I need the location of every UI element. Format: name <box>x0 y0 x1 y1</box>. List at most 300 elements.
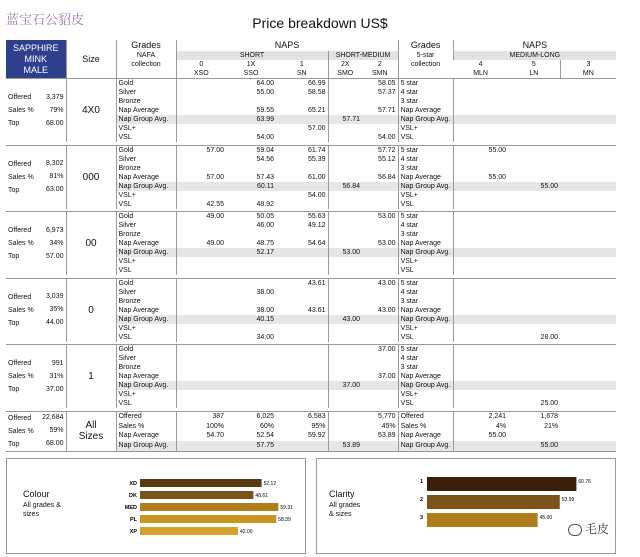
price-cell <box>176 306 226 315</box>
stat-value-sales: 31% <box>49 372 64 380</box>
price-cell: 65.21 <box>307 107 326 114</box>
star-label: Nap Average <box>398 239 453 248</box>
col-name: XSO <box>193 70 209 77</box>
price-cell <box>176 88 226 97</box>
price-cell <box>453 363 508 372</box>
price-cell <box>328 133 362 142</box>
star-label: Nap Average <box>398 106 453 115</box>
price-cell <box>362 266 398 275</box>
size-value: 4X0 <box>66 79 116 143</box>
price-cell: 43.00 <box>362 278 398 288</box>
price-cell <box>560 115 616 124</box>
stat-label: Offered <box>8 414 32 422</box>
col-name: SSO <box>243 70 259 77</box>
price-cell <box>560 324 616 333</box>
price-cell <box>328 200 362 209</box>
star-label: Nap Group Avg. <box>398 441 453 451</box>
grade-label: VSL+ <box>116 324 176 333</box>
price-cell <box>508 431 560 441</box>
colour-bar-chart <box>107 469 297 549</box>
price-cell: 57.37 <box>378 89 396 96</box>
size-value: 1 <box>66 345 116 409</box>
grade-label: Nap Average <box>116 106 176 115</box>
price-cell <box>328 278 362 288</box>
price-cell <box>508 345 560 355</box>
price-cell <box>328 124 362 133</box>
price-cell: 59.04 <box>226 145 276 155</box>
clarity-panel-title: Clarity <box>329 489 355 499</box>
star-label: Nap Average <box>398 431 453 441</box>
block-stats <box>6 79 66 143</box>
price-cell <box>176 191 226 200</box>
colour-value-label: 42.00 <box>240 529 253 535</box>
price-cell <box>362 288 398 297</box>
grade-label: VSL+ <box>116 257 176 266</box>
price-cell <box>176 248 226 257</box>
col-name: SN <box>296 70 307 77</box>
price-cell <box>508 230 560 239</box>
price-cell: 95% <box>311 422 326 430</box>
grade-label: Bronze <box>116 230 176 239</box>
colour-category-label: DK <box>129 493 137 499</box>
table-row <box>6 345 616 355</box>
price-cell <box>453 182 508 191</box>
price-cell: 61.00 <box>307 173 326 181</box>
price-cell <box>176 345 226 355</box>
price-cell <box>176 363 226 372</box>
stat-value-offered: 3,039 <box>45 293 64 300</box>
price-cell <box>362 257 398 266</box>
size-header: Size <box>66 40 116 79</box>
colour-value-label: 48.61 <box>255 493 268 499</box>
price-cell <box>176 315 226 324</box>
col-code: 4 <box>478 61 483 68</box>
price-cell <box>508 306 560 315</box>
price-cell <box>328 88 362 97</box>
price-cell: 4% <box>453 421 508 431</box>
price-cell <box>328 164 362 173</box>
grade-label: Silver <box>116 288 176 297</box>
price-cell <box>508 315 560 324</box>
price-cell: 53.00 <box>328 248 362 257</box>
price-cell <box>508 212 560 222</box>
price-cell <box>226 164 276 173</box>
stat-label: Sales % <box>8 173 34 181</box>
star-label: 4 star <box>398 354 453 363</box>
grade-label: VSL <box>116 399 176 408</box>
clarity-category-label: 1 <box>419 479 423 485</box>
price-cell <box>560 354 616 363</box>
price-cell <box>276 164 328 173</box>
price-cell <box>362 333 398 342</box>
price-breakdown-table <box>6 40 617 452</box>
price-cell <box>176 390 226 399</box>
price-cell: 56.84 <box>378 173 396 181</box>
price-cell: 50.05 <box>226 212 276 222</box>
price-cell <box>176 333 226 342</box>
size-value: 00 <box>66 212 116 276</box>
price-cell <box>362 221 398 230</box>
price-cell <box>560 133 616 142</box>
price-cell <box>362 315 398 324</box>
grade-label: VSL <box>116 200 176 209</box>
grade-label: VSL <box>116 333 176 342</box>
price-cell <box>176 278 226 288</box>
stat-label: Offered <box>8 360 32 367</box>
table-row <box>6 411 616 421</box>
price-cell <box>453 97 508 106</box>
star-label: 3 star <box>398 97 453 106</box>
price-cell <box>560 257 616 266</box>
star-label: 3 star <box>398 230 453 239</box>
price-cell: 54.64 <box>307 240 326 247</box>
col-name: SMN <box>372 70 388 77</box>
price-cell <box>560 212 616 222</box>
price-cell: 60.11 <box>226 182 276 191</box>
price-cell <box>328 191 362 200</box>
stat-value-sales: 81% <box>49 173 64 180</box>
price-cell <box>362 164 398 173</box>
price-cell: 48.92 <box>256 200 275 208</box>
stat-value-offered: 8,302 <box>45 160 64 167</box>
star-label: VSL+ <box>398 257 453 266</box>
price-cell <box>276 248 328 257</box>
star-label: VSL <box>398 200 453 209</box>
price-cell <box>453 133 508 142</box>
price-cell <box>328 266 362 275</box>
price-cell: 53.89 <box>328 441 362 451</box>
price-cell <box>362 124 398 133</box>
price-cell: 38.00 <box>256 288 275 296</box>
price-cell <box>508 288 560 297</box>
block-stats <box>6 145 66 209</box>
price-cell <box>176 266 226 275</box>
grade-label: Silver <box>116 88 176 97</box>
price-cell <box>508 191 560 200</box>
price-cell: 56.84 <box>328 182 362 191</box>
watermark: 蓝宝石公貂皮 <box>6 13 85 28</box>
stat-value-top: 63.00 <box>45 186 64 193</box>
price-cell: 55.00 <box>508 182 560 191</box>
price-cell <box>328 145 362 155</box>
price-cell <box>362 115 398 124</box>
price-cell <box>560 390 616 399</box>
size-value: All Sizes <box>66 411 116 451</box>
price-cell: 57.72 <box>362 145 398 155</box>
price-cell <box>560 182 616 191</box>
col-name: SMO <box>337 70 354 77</box>
price-cell <box>560 278 616 288</box>
price-cell <box>560 145 616 155</box>
stat-value-sales: 59% <box>49 427 64 434</box>
star-label: 4 star <box>398 88 453 97</box>
price-cell <box>453 288 508 297</box>
price-cell <box>508 221 560 230</box>
price-cell: 52.54 <box>256 432 275 440</box>
price-cell <box>226 372 276 381</box>
price-cell: 55.63 <box>276 212 328 222</box>
price-cell: 58.58 <box>307 89 326 96</box>
stat-label: Top <box>8 319 20 327</box>
star-label: 5 star <box>398 212 453 222</box>
col-header-sso <box>226 60 276 79</box>
price-cell <box>560 173 616 182</box>
col-name: MLN <box>473 70 488 77</box>
price-cell <box>226 390 276 399</box>
price-cell <box>453 230 508 239</box>
price-cell <box>362 354 398 363</box>
naps2-header: NAPS <box>453 40 616 51</box>
price-cell <box>176 164 226 173</box>
grade-label: Bronze <box>116 363 176 372</box>
price-cell: 57.00 <box>176 173 226 182</box>
price-cell <box>276 133 328 142</box>
price-cell <box>328 239 362 248</box>
price-cell <box>176 115 226 124</box>
price-cell <box>276 390 328 399</box>
price-cell <box>560 306 616 315</box>
grade-label: Nap Average <box>116 306 176 315</box>
grade-label: Nap Group Avg. <box>116 115 176 124</box>
price-cell <box>276 354 328 363</box>
price-cell <box>226 324 276 333</box>
colour-value-label: 58.39 <box>278 517 291 523</box>
price-cell <box>560 333 616 342</box>
star-label: VSL+ <box>398 390 453 399</box>
price-cell <box>226 97 276 106</box>
price-cell <box>508 145 560 155</box>
price-cell <box>560 288 616 297</box>
price-cell <box>328 212 362 222</box>
price-cell <box>453 266 508 275</box>
grade-label: Gold <box>116 145 176 155</box>
col-header-mln <box>453 60 508 79</box>
block-stats <box>6 411 66 451</box>
price-cell: 5,770 <box>362 411 398 421</box>
colour-bar <box>140 479 262 487</box>
price-cell <box>276 333 328 342</box>
price-cell <box>560 106 616 115</box>
price-cell: 55.00 <box>508 441 560 451</box>
price-cell <box>560 164 616 173</box>
price-cell <box>176 354 226 363</box>
price-cell: 55.00 <box>256 89 275 96</box>
grade-label: Nap Group Avg. <box>116 248 176 257</box>
price-cell <box>508 363 560 372</box>
price-cell <box>453 390 508 399</box>
price-cell: 53.00 <box>378 240 396 247</box>
price-cell: 48.75 <box>256 240 275 247</box>
price-cell <box>176 133 226 142</box>
grade-label: Nap Average <box>116 173 176 182</box>
price-cell: 54.00 <box>378 134 396 141</box>
grade-label: Gold <box>116 278 176 288</box>
price-cell <box>560 381 616 390</box>
price-cell <box>560 221 616 230</box>
wechat-icon <box>568 524 582 536</box>
price-cell <box>276 441 328 451</box>
price-cell <box>328 354 362 363</box>
price-cell <box>276 324 328 333</box>
price-cell: 57.00 <box>307 125 326 132</box>
price-cell <box>226 345 276 355</box>
price-cell: 28.00 <box>540 333 559 341</box>
price-cell <box>226 266 276 275</box>
clarity-panel <box>316 458 616 554</box>
price-cell: 49.00 <box>176 239 226 248</box>
table-row <box>6 79 616 89</box>
star-label: 5 star <box>398 79 453 89</box>
page-title: Price breakdown US$ <box>252 15 388 31</box>
price-cell <box>176 288 226 297</box>
price-cell: 57.71 <box>378 107 396 114</box>
price-cell <box>328 345 362 355</box>
stat-label: Sales % <box>8 240 34 247</box>
five-star-collection-label: 5-star collection <box>398 51 453 79</box>
price-cell <box>276 297 328 306</box>
price-cell <box>176 155 226 164</box>
stat-value-top: 68.00 <box>45 119 64 127</box>
price-cell: 59.55 <box>256 107 275 114</box>
price-cell: 55.00 <box>453 173 508 182</box>
price-cell <box>176 381 226 390</box>
col-header-smo <box>328 60 362 79</box>
price-cell <box>453 155 508 164</box>
price-cell <box>508 164 560 173</box>
stat-value-offered: 991 <box>51 359 64 367</box>
price-cell <box>176 79 226 89</box>
short-medium-band: SHORT-MEDIUM <box>328 51 398 60</box>
col-header-ln <box>508 60 560 79</box>
price-cell: 42.55 <box>176 200 226 209</box>
price-cell <box>560 441 616 451</box>
price-cell <box>453 248 508 257</box>
stat-value-sales: 79% <box>49 106 64 114</box>
price-cell <box>328 297 362 306</box>
grade-label: Nap Group Avg. <box>116 182 176 191</box>
stat-value-sales: 34% <box>49 239 64 247</box>
col-header-xso <box>176 60 226 79</box>
price-cell <box>508 390 560 399</box>
star-label: 4 star <box>398 155 453 164</box>
price-cell <box>276 97 328 106</box>
price-cell <box>226 257 276 266</box>
price-cell <box>560 97 616 106</box>
price-cell <box>328 257 362 266</box>
grade-label: Nap Group Avg. <box>116 441 176 451</box>
stat-value-top: 44.00 <box>45 319 64 326</box>
col-code: 3 <box>586 61 591 68</box>
col-header-mn <box>560 60 616 79</box>
stat-value-top: 68.00 <box>45 440 64 447</box>
price-cell <box>508 324 560 333</box>
price-cell <box>453 372 508 381</box>
price-cell <box>508 88 560 97</box>
table-label: SAPPHIRE MINK MALE <box>6 40 66 79</box>
star-label: VSL <box>398 133 453 142</box>
price-cell <box>276 182 328 191</box>
price-cell <box>453 164 508 173</box>
price-cell <box>362 182 398 191</box>
star-label: Nap Average <box>398 372 453 381</box>
size-value: 000 <box>66 145 116 209</box>
grade-label: Nap Group Avg. <box>116 381 176 390</box>
price-cell <box>176 399 226 408</box>
stat-value-top: 57.00 <box>45 252 64 260</box>
price-cell <box>508 106 560 115</box>
price-cell <box>328 411 362 421</box>
price-cell <box>453 106 508 115</box>
price-cell <box>453 221 508 230</box>
price-cell: 55.12 <box>378 155 396 163</box>
grade-label: Bronze <box>116 297 176 306</box>
price-cell <box>453 124 508 133</box>
stat-label: Offered <box>8 293 32 301</box>
price-cell <box>508 381 560 390</box>
price-cell <box>176 441 226 451</box>
price-cell: 66.99 <box>276 79 328 89</box>
star-label: 4 star <box>398 221 453 230</box>
price-cell <box>453 381 508 390</box>
grade-label: Nap Average <box>116 431 176 441</box>
price-cell <box>226 399 276 408</box>
price-cell <box>453 324 508 333</box>
price-cell: 57.00 <box>176 145 226 155</box>
price-cell <box>276 200 328 209</box>
star-label: Nap Average <box>398 306 453 315</box>
stat-label: Top <box>8 186 20 194</box>
price-cell <box>362 297 398 306</box>
price-cell <box>453 354 508 363</box>
grade-label: Bronze <box>116 164 176 173</box>
price-cell <box>560 155 616 164</box>
stat-label: Top <box>8 440 20 448</box>
price-cell <box>560 345 616 355</box>
stat-label: Sales % <box>8 427 34 435</box>
price-cell <box>226 363 276 372</box>
grade-label: Silver <box>116 155 176 164</box>
star-label: Nap Group Avg. <box>398 315 453 324</box>
price-cell <box>328 221 362 230</box>
grade-label: VSL <box>116 266 176 275</box>
stat-value-offered: 22,684 <box>42 414 64 421</box>
colour-category-label: PL <box>129 517 137 523</box>
price-cell: 40.15 <box>226 315 276 324</box>
price-cell <box>362 381 398 390</box>
price-cell: 6,583 <box>276 411 328 421</box>
price-cell <box>328 173 362 182</box>
price-cell <box>328 97 362 106</box>
stat-value-offered: 6,973 <box>45 226 64 234</box>
grade-label: VSL <box>116 133 176 142</box>
brand-text: 毛皮 <box>585 522 610 536</box>
star-label: VSL <box>398 399 453 408</box>
price-cell <box>508 372 560 381</box>
col-code: 5 <box>531 61 536 68</box>
colour-panel <box>6 458 306 554</box>
price-cell <box>226 191 276 200</box>
clarity-bar <box>427 477 576 491</box>
table-row <box>6 278 616 288</box>
price-cell <box>508 200 560 209</box>
price-cell <box>176 182 226 191</box>
price-cell <box>176 106 226 115</box>
price-cell <box>362 191 398 200</box>
stat-label: Sales % <box>8 306 34 314</box>
price-cell: 100% <box>176 421 226 431</box>
price-cell <box>560 266 616 275</box>
price-cell <box>453 239 508 248</box>
